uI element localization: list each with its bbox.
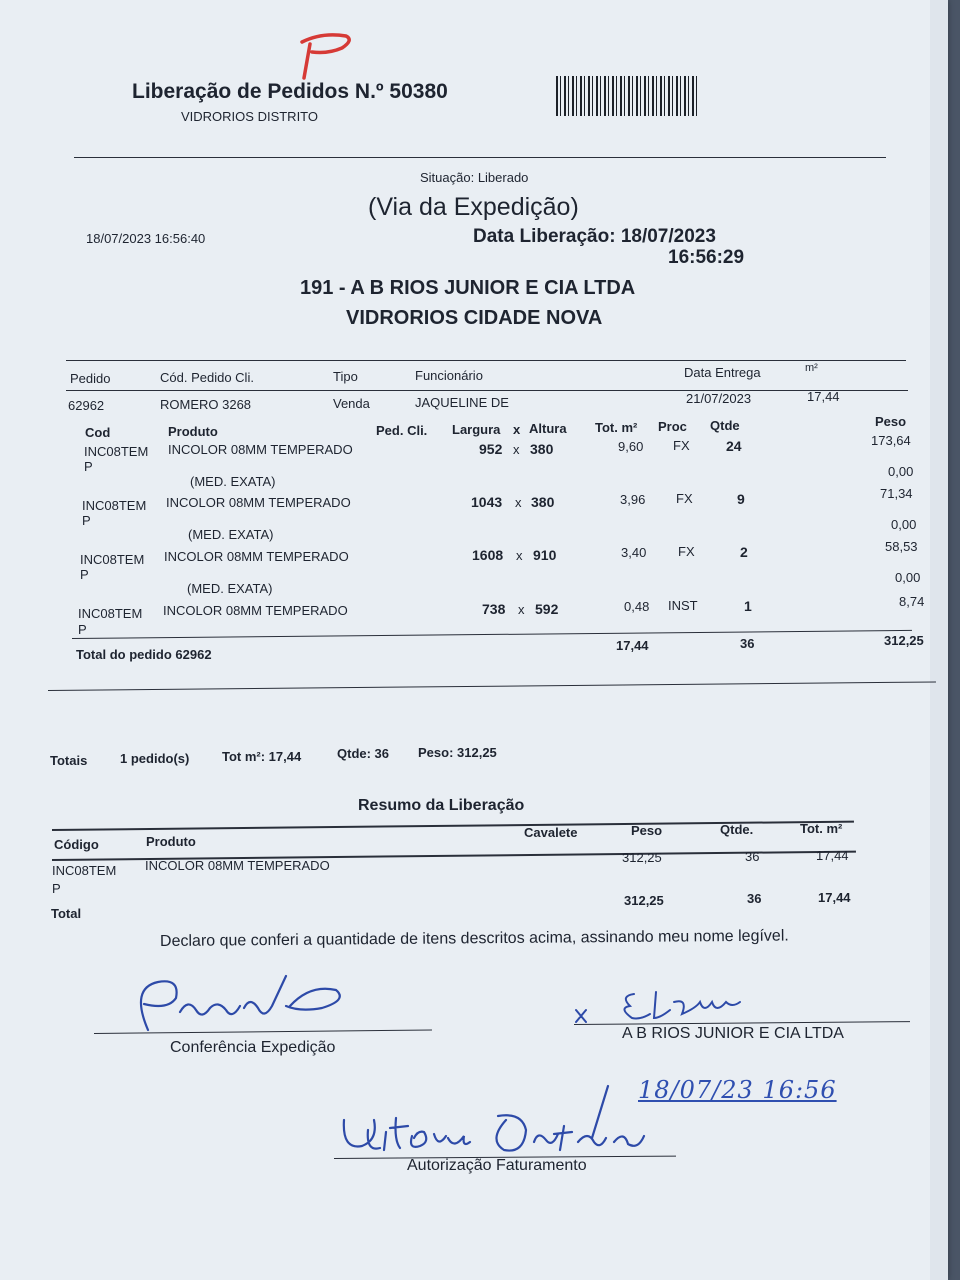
print-timestamp: 18/07/2023 16:56:40 — [86, 231, 206, 246]
item-qtde: 2 — [740, 544, 748, 560]
item-qtde: 9 — [737, 491, 745, 507]
items-col-tot-m2: Tot. m² — [595, 420, 638, 435]
resumo-title: Resumo da Liberação — [358, 797, 525, 814]
signature-conferencia — [110, 968, 360, 1048]
item-cod-suffix: P — [84, 459, 93, 474]
red-p-mark — [282, 28, 356, 80]
item-cod: INC08TEM — [78, 606, 143, 621]
items-col-largura: Largura — [452, 422, 501, 437]
items-col-altura: Altura — [529, 421, 567, 436]
resumo-col-cavalete: Cavalete — [524, 825, 578, 840]
item-altura: 380 — [531, 494, 555, 510]
item-peso: 8,74 — [899, 594, 925, 609]
item-qtde: 24 — [726, 438, 742, 454]
resumo-col-peso: Peso — [631, 823, 663, 838]
issuer-company: VIDRORIOS DISTRITO — [181, 109, 318, 124]
item-x: x — [513, 442, 520, 457]
item-peso-extra: 0,00 — [891, 517, 917, 532]
autorizacao-label: Autorização Faturamento — [407, 1157, 587, 1174]
divider — [66, 360, 906, 361]
order-cod-cli: ROMERO 3268 — [160, 397, 252, 412]
declaration: Declaro que conferi a quantidade de itens descritos acima, assinando meu nome legível. — [159, 927, 789, 950]
item-cod-suffix: P — [82, 513, 91, 528]
item-note: (MED. EXATA) — [190, 474, 276, 489]
item-peso-extra: 0,00 — [888, 464, 914, 479]
item-largura: 952 — [479, 441, 503, 457]
item-produto: INCOLOR 08MM TEMPERADO — [164, 549, 349, 564]
situacao: Situação: Liberado — [420, 170, 529, 185]
col-funcionario: Funcionário — [415, 368, 483, 383]
item-x: x — [518, 602, 525, 617]
document-title: Liberação de Pedidos N.º 50380 — [132, 80, 448, 103]
resumo-total-qtde: 36 — [747, 891, 762, 906]
totals-peso: Peso: 312,25 — [418, 745, 497, 760]
item-x: x — [516, 548, 523, 563]
resumo-col-codigo: Código — [54, 837, 99, 852]
order-total-peso: 312,25 — [884, 633, 924, 648]
totals-m2: Tot m²: 17,44 — [222, 749, 302, 764]
item-tot-m2: 0,48 — [624, 599, 650, 614]
item-cod-suffix: P — [78, 622, 87, 637]
items-col-cod: Cod — [85, 425, 111, 440]
signature-autorizacao — [338, 1080, 658, 1160]
item-tot-m2: 3,40 — [621, 545, 647, 560]
page-edge — [930, 0, 948, 1280]
item-proc: INST — [668, 598, 698, 613]
items-col-qtde: Qtde — [710, 418, 740, 433]
resumo-col-tot: Tot. m² — [800, 821, 843, 836]
resumo-col-qtde: Qtde. — [720, 822, 754, 837]
col-data-entrega: Data Entrega — [684, 365, 761, 380]
order-data-entrega: 21/07/2023 — [686, 391, 752, 406]
items-col-ped-cli: Ped. Cli. — [376, 423, 428, 438]
via-label: (Via da Expedição) — [368, 193, 579, 221]
client-store: VIDRORIOS CIDADE NOVA — [346, 307, 603, 329]
col-tipo: Tipo — [333, 369, 358, 384]
items-col-peso: Peso — [875, 414, 907, 429]
divider — [74, 157, 886, 158]
divider — [48, 681, 936, 691]
data-liberacao: Data Liberação: 18/07/2023 — [473, 226, 716, 247]
order-pedido: 62962 — [68, 398, 105, 413]
item-largura: 738 — [482, 601, 506, 617]
item-produto: INCOLOR 08MM TEMPERADO — [163, 603, 348, 618]
item-x: x — [515, 495, 522, 510]
resumo-total-peso: 312,25 — [624, 893, 664, 908]
items-col-proc: Proc — [658, 419, 687, 434]
conferencia-label: Conferência Expedição — [170, 1039, 336, 1056]
item-altura: 380 — [530, 441, 554, 457]
resumo-row-qtde: 36 — [745, 849, 760, 864]
item-cod-suffix: P — [80, 567, 89, 582]
barcode — [556, 76, 698, 116]
resumo-row-cod: INC08TEM — [52, 863, 117, 878]
resumo-total-label: Total — [51, 906, 82, 921]
item-peso: 58,53 — [885, 539, 918, 554]
item-largura: 1608 — [472, 547, 504, 563]
resumo-col-produto: Produto — [146, 834, 196, 849]
order-total-qtde: 36 — [740, 636, 755, 651]
order-funcionario: JAQUELINE DE — [415, 395, 509, 410]
divider — [66, 390, 908, 391]
item-produto: INCOLOR 08MM TEMPERADO — [168, 442, 353, 457]
item-largura: 1043 — [471, 494, 503, 510]
item-note: (MED. EXATA) — [188, 527, 274, 542]
item-peso-extra: 0,00 — [895, 570, 921, 585]
order-total-label: Total do pedido 62962 — [76, 647, 212, 662]
handwritten-date: 18/07/23 16:56 — [638, 1076, 837, 1104]
item-produto: INCOLOR 08MM TEMPERADO — [166, 495, 351, 510]
item-tot-m2: 9,60 — [618, 439, 644, 454]
divider — [72, 630, 912, 639]
resumo-row-cod-suffix: P — [52, 881, 61, 896]
totals-qtde: Qtde: 36 — [337, 746, 390, 761]
item-proc: FX — [673, 438, 690, 453]
order-tipo: Venda — [333, 396, 370, 411]
hora-liberacao: 16:56:29 — [668, 247, 745, 268]
item-proc: FX — [678, 544, 695, 559]
item-qtde: 1 — [744, 598, 752, 614]
client-signature-label: A B RIOS JUNIOR E CIA LTDA — [622, 1025, 844, 1042]
item-altura: 592 — [535, 601, 559, 617]
totals-label: Totais — [50, 753, 88, 768]
item-note: (MED. EXATA) — [187, 581, 273, 596]
resumo-total-tot: 17,44 — [818, 890, 851, 905]
item-peso: 71,34 — [880, 486, 913, 501]
item-cod: INC08TEM — [80, 552, 145, 567]
resumo-row-tot: 17,44 — [816, 848, 849, 863]
col-cod-cli: Cód. Pedido Cli. — [160, 370, 254, 385]
item-proc: FX — [676, 491, 693, 506]
order-m2: 17,44 — [807, 389, 840, 404]
item-cod: INC08TEM — [82, 498, 147, 513]
items-col-x: x — [513, 422, 521, 437]
order-total-m2: 17,44 — [616, 638, 649, 653]
client-name: 191 - A B RIOS JUNIOR E CIA LTDA — [300, 277, 636, 299]
totals-pedidos: 1 pedido(s) — [120, 751, 190, 766]
resumo-row-produto: INCOLOR 08MM TEMPERADO — [145, 858, 330, 873]
item-peso: 173,64 — [871, 433, 911, 448]
item-altura: 910 — [533, 547, 557, 563]
col-pedido: Pedido — [70, 371, 111, 386]
col-m2: m² — [805, 362, 818, 374]
items-col-produto: Produto — [168, 424, 218, 439]
item-tot-m2: 3,96 — [620, 492, 646, 507]
item-cod: INC08TEM — [84, 444, 149, 459]
resumo-row-peso: 312,25 — [622, 850, 662, 865]
